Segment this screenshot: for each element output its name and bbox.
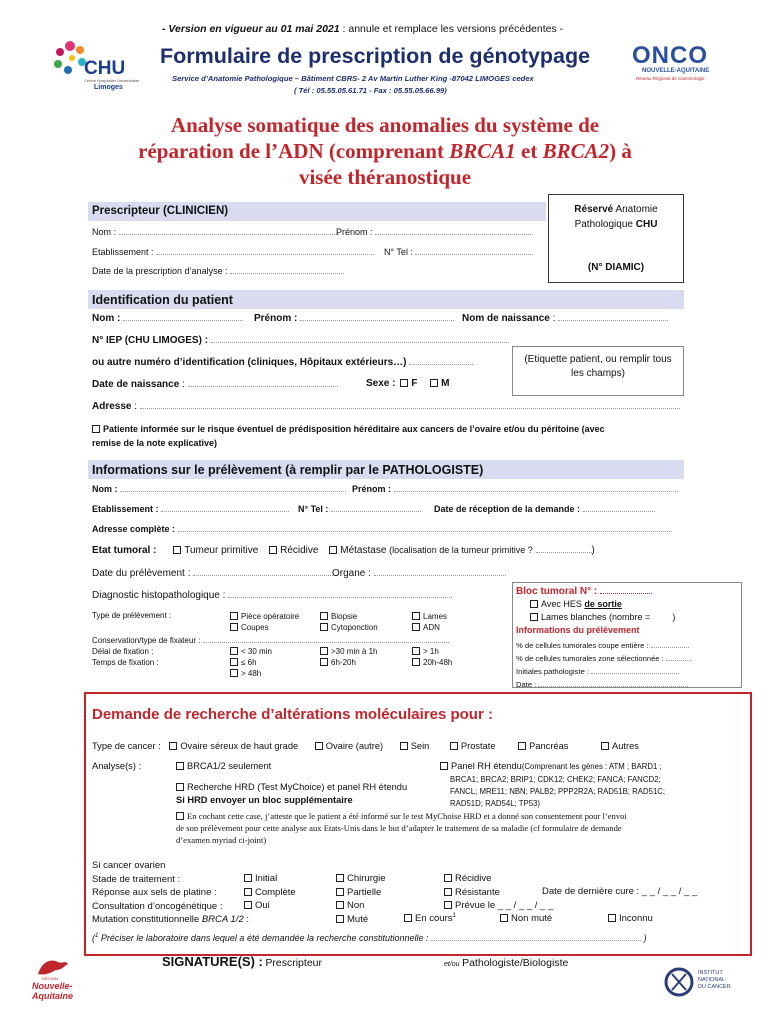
region-lion-icon bbox=[36, 956, 70, 978]
tumeur-primitive-checkbox[interactable] bbox=[173, 546, 181, 554]
complete-checkbox[interactable] bbox=[244, 888, 252, 896]
derniere-cure-field[interactable]: Date de dernière cure : _ _ / _ _ / _ _ bbox=[542, 886, 698, 897]
ovarian-col3: Récidive Résistante Prévue le _ _ / _ _ / _ _ bbox=[444, 872, 553, 913]
pct-entiere-field[interactable]: % de cellules tumorales coupe entière : bbox=[516, 639, 692, 652]
patient-sexe: Sexe : F M bbox=[366, 378, 450, 389]
type-col1: Pièce opératoire Coupes bbox=[230, 611, 299, 633]
patient-informed-checkbox[interactable] bbox=[92, 425, 100, 433]
ovarian-labels: Si cancer ovarien Stade de traitement : Réponse aux sels de platine : Consultation d’oncogénétique : Mutation constitutionnelle BRCA 1/2 : bbox=[92, 860, 250, 926]
brca-seul: BRCA1/2 seulement bbox=[176, 761, 271, 771]
onco-logo-name: ONCO bbox=[632, 42, 708, 69]
bloc-info-fields bbox=[516, 639, 692, 691]
diagnostic-field[interactable]: Diagnostic histopathologique : bbox=[92, 589, 452, 601]
signature-patho: et/ou Pathologiste/Biologiste bbox=[444, 957, 569, 969]
version-line bbox=[162, 23, 563, 35]
onco-logo-tag: Réseau Régional de Cancérologie bbox=[636, 76, 705, 81]
main-title-line3: visée théranostique bbox=[298, 165, 472, 189]
ovarian-col1: Initial Complète Oui bbox=[244, 872, 296, 913]
prescriber-nom-field[interactable]: Nom : bbox=[92, 226, 339, 237]
initiales-field[interactable]: Initiales pathologiste : bbox=[516, 665, 692, 678]
main-title-line1: Analyse somatique des anomalies du système de bbox=[170, 113, 600, 137]
consent-checkbox[interactable] bbox=[176, 812, 184, 820]
panel-rh: Panel RH étendu(Comprenant les gènes : ATM ; BARD1 ; bbox=[440, 761, 662, 771]
nouvelle-aquitaine-logo: RÉGION Nouvelle- Aquitaine bbox=[28, 956, 88, 1014]
bloc-title: Bloc tumoral N° : bbox=[516, 585, 652, 597]
piece-operatoire-checkbox[interactable] bbox=[230, 612, 238, 620]
organe-field[interactable]: Organe : bbox=[332, 567, 506, 579]
sampling-nom-field[interactable]: Nom : bbox=[92, 483, 346, 494]
resistante-checkbox[interactable] bbox=[444, 888, 452, 896]
recidive-traitement-checkbox[interactable] bbox=[444, 874, 452, 882]
coupes-checkbox[interactable] bbox=[230, 623, 238, 631]
chu-logo-flower-icon bbox=[52, 38, 88, 78]
signature-prescripteur: Prescripteur bbox=[265, 957, 322, 969]
version-note: : annule et remplace les versions précédentes - bbox=[339, 23, 564, 35]
biopsie-checkbox[interactable] bbox=[320, 612, 328, 620]
type-col2: Biopsie Cytoponction bbox=[320, 611, 378, 633]
prescriber-prenom-field[interactable]: Prénom : bbox=[336, 226, 533, 237]
patient-prenom-field[interactable]: Prénom : bbox=[254, 312, 454, 324]
fixation-labels: Délai de fixation : Temps de fixation : bbox=[92, 647, 159, 667]
footnote-laboratoire[interactable]: ($^1$ Préciser le laboratoire dans lequel a été demandée la recherche constitutionnelle : ) bbox=[92, 933, 647, 943]
adn-checkbox[interactable] bbox=[412, 623, 420, 631]
sexe-m-checkbox[interactable] bbox=[430, 379, 438, 387]
cytoponction-checkbox[interactable] bbox=[320, 623, 328, 631]
lames-checkbox[interactable] bbox=[412, 612, 420, 620]
reserved-line1: Réservé Anatomie bbox=[574, 204, 658, 215]
main-title bbox=[0, 112, 770, 190]
sampling-etablissement-field[interactable]: Etablissement : bbox=[92, 503, 289, 514]
service-contact: ( Tél : 05.55.05.61.71 - Fax : 05.55.05.66.99) bbox=[294, 86, 447, 95]
prescriber-etablissement-field[interactable]: Etablissement : bbox=[92, 246, 374, 257]
patient-informed: Patiente informée sur le risque éventuel de prédisposition héréditaire aux cancers de l’ovaire et/ou du péritoine (avec remise de la note explicative) bbox=[92, 424, 605, 448]
pancreas-checkbox[interactable] bbox=[518, 742, 526, 750]
gt48-checkbox[interactable] bbox=[230, 669, 238, 677]
panel-genes: BRCA1; BRCA2; BRIP1; CDK12; CHEK2; FANCA; FANCD2; FANCL; MRE11; NBN; PALB2; PPP2R2A; RAD51B; RAD51C; RAD51D; RAD54L; TP53) bbox=[450, 775, 666, 808]
analyses-label: Analyse(s) : bbox=[92, 761, 142, 771]
inca-emblem-icon bbox=[664, 964, 694, 1000]
main-title-line2: réparation de l’ADN (comprenant BRCA1 et BRCA2) à bbox=[138, 139, 632, 163]
date-prelevement-field[interactable]: Date du prélèvement : bbox=[92, 567, 333, 579]
prevue-checkbox[interactable] bbox=[444, 901, 452, 909]
inconnu: Inconnu bbox=[608, 913, 653, 924]
gt30-checkbox[interactable] bbox=[320, 647, 328, 655]
fixation-col1: < 30 min ≤ 6h > 48h bbox=[230, 646, 272, 679]
ovarian-col2: Chirurgie Partielle Non Muté bbox=[336, 872, 386, 926]
pct-zone-field[interactable]: % de cellules tumorales zone sélectionnée : bbox=[516, 652, 692, 665]
mute-checkbox[interactable] bbox=[336, 915, 344, 923]
inconnu-checkbox[interactable] bbox=[608, 914, 616, 922]
non-mute-checkbox[interactable] bbox=[500, 914, 508, 922]
signature-line bbox=[162, 954, 322, 969]
brca2-gene: BRCA2 bbox=[542, 139, 610, 163]
hrd-option: Recherche HRD (Test MyChoice) et panel RH étendu bbox=[176, 782, 407, 792]
patient-date-naissance-field[interactable]: Date de naissance : bbox=[92, 378, 338, 390]
form-title: Formulaire de prescription de génotypage bbox=[160, 44, 591, 68]
inca-logo: INSTITUT NATIONAL DU CANCER bbox=[664, 962, 744, 1008]
initial-checkbox[interactable] bbox=[244, 874, 252, 882]
version-date: - Version en vigueur au 01 mai 2021 bbox=[162, 23, 340, 35]
chu-logo-sub: Centre Hospitalier Universitaire bbox=[84, 78, 140, 83]
request-title: Demande de recherche d’altérations moléculaires pour : bbox=[92, 706, 493, 723]
non-checkbox[interactable] bbox=[336, 901, 344, 909]
fixation-col3: > 1h 20h-48h bbox=[412, 646, 452, 668]
le6h-checkbox[interactable] bbox=[230, 658, 238, 666]
patient-adresse-field[interactable]: Adresse : bbox=[92, 400, 680, 412]
recidive-checkbox[interactable] bbox=[269, 546, 277, 554]
partielle-checkbox[interactable] bbox=[336, 888, 344, 896]
fixation-col2: >30 min à 1h 6h-20h bbox=[320, 646, 377, 668]
lames-blanches: Lames blanches (nombre = ) bbox=[530, 612, 675, 622]
service-address: Service d’Anatomie Pathologique – Bâtiment CBRS- 2 Av Martin Luther King -87042 LIMOGES cedex bbox=[172, 74, 534, 83]
patient-heading: Identification du patient bbox=[92, 293, 233, 307]
chu-logo-city: Limoges bbox=[94, 84, 123, 91]
sampling-etat-tumoral: Etat tumoral : Tumeur primitive Récidive Métastase (localisation de la tumeur primitive ? ) bbox=[92, 545, 595, 556]
oui-checkbox[interactable] bbox=[244, 901, 252, 909]
chirurgie-checkbox[interactable] bbox=[336, 874, 344, 882]
lt30-checkbox[interactable] bbox=[230, 647, 238, 655]
panel-rh-checkbox[interactable] bbox=[440, 762, 448, 770]
prescriber-date-field[interactable]: Date de la prescription d’analyse : bbox=[92, 265, 344, 276]
signature-label: SIGNATURE(S) : bbox=[162, 954, 263, 969]
type-col3: Lames ADN bbox=[412, 611, 447, 633]
prescriber-heading: Prescripteur (CLINICIEN) bbox=[92, 205, 229, 217]
metastase-checkbox[interactable] bbox=[329, 546, 337, 554]
chu-logo-name: CHU bbox=[84, 58, 126, 79]
reserved-line2: Pathologique CHU bbox=[574, 219, 658, 230]
en-cours: En cours$^1$ bbox=[404, 913, 456, 924]
hrd-checkbox[interactable] bbox=[176, 783, 184, 791]
conservation-field[interactable]: Conservation/type de fixateur : bbox=[92, 634, 449, 645]
etiquette-text: (Etiquette patient, ou remplir tous les champs) bbox=[524, 354, 672, 379]
avec-hes: Avec HES de sortie bbox=[530, 599, 622, 609]
sampling-tel-field[interactable]: N° Tel : bbox=[298, 503, 421, 514]
sampling-heading: Informations sur le prélèvement (à remplir par le PATHOLOGISTE) bbox=[92, 463, 484, 477]
prescriber-tel-field[interactable]: N° Tel : bbox=[384, 246, 533, 257]
sexe-f-checkbox[interactable] bbox=[400, 379, 408, 387]
gt1h-checkbox[interactable] bbox=[412, 647, 420, 655]
lames-blanches-checkbox[interactable] bbox=[530, 613, 538, 621]
hrd-bloc-note: Si HRD envoyer un bloc supplémentaire bbox=[176, 795, 353, 805]
reserved-box bbox=[548, 194, 684, 283]
onco-logo-sub: NOUVELLE-AQUITAINE bbox=[642, 68, 710, 74]
non-mute: Non muté bbox=[500, 913, 552, 924]
patient-label-box[interactable] bbox=[512, 346, 684, 396]
chu-logo bbox=[52, 38, 140, 91]
sampling-adresse-field[interactable]: Adresse complète : bbox=[92, 523, 672, 534]
h6-20-checkbox[interactable] bbox=[320, 658, 328, 666]
type-prelevement-label: Type de prélèvement : bbox=[92, 611, 172, 620]
avec-hes-checkbox[interactable] bbox=[530, 600, 538, 608]
brca-seul-checkbox[interactable] bbox=[176, 762, 184, 770]
patient-iep-field[interactable]: N° IEP (CHU LIMOGES) : bbox=[92, 334, 509, 346]
ovaire-autre-checkbox[interactable] bbox=[315, 742, 323, 750]
h20-48-checkbox[interactable] bbox=[412, 658, 420, 666]
patient-nom-field[interactable]: Nom : bbox=[92, 312, 243, 324]
bloc-date-field[interactable]: Date : bbox=[516, 678, 692, 691]
prostate-checkbox[interactable] bbox=[450, 742, 458, 750]
cancer-types: Type de cancer : Ovaire séreux de haut grade Ovaire (autre) Sein Prostate Pancréas Autres bbox=[92, 741, 639, 751]
bloc-info-title: Informations du prélèvement bbox=[516, 625, 640, 635]
sampling-date-reception-field[interactable]: Date de réception de la demande : bbox=[434, 503, 655, 514]
sein-checkbox[interactable] bbox=[400, 742, 408, 750]
onco-logo bbox=[632, 42, 712, 82]
patient-nom-naissance-field[interactable]: Nom de naissance : bbox=[462, 312, 668, 324]
diamic-label: (N° DIAMIC) bbox=[587, 262, 645, 273]
consent-text: En cochant cette case, j’atteste que le patient a été informé sur le test MyChoise HRD et a donné son consentement pour l’envoi de son prélèvement pour cette analyse aux Etats-Unis dans le but d’adapter le traitement de sa maladie (cf formulaire de demande d’examen myriad ci-joint) bbox=[176, 811, 627, 845]
autres-checkbox[interactable] bbox=[601, 742, 609, 750]
ovaire-sereux-checkbox[interactable] bbox=[169, 742, 177, 750]
sampling-prenom-field[interactable]: Prénom : bbox=[352, 483, 678, 494]
brca1-gene: BRCA1 bbox=[449, 139, 516, 163]
patient-autre-id-field[interactable]: ou autre numéro d’identification (cliniques, Hôpitaux extérieurs…) bbox=[92, 356, 473, 368]
en-cours-checkbox[interactable] bbox=[404, 914, 412, 922]
